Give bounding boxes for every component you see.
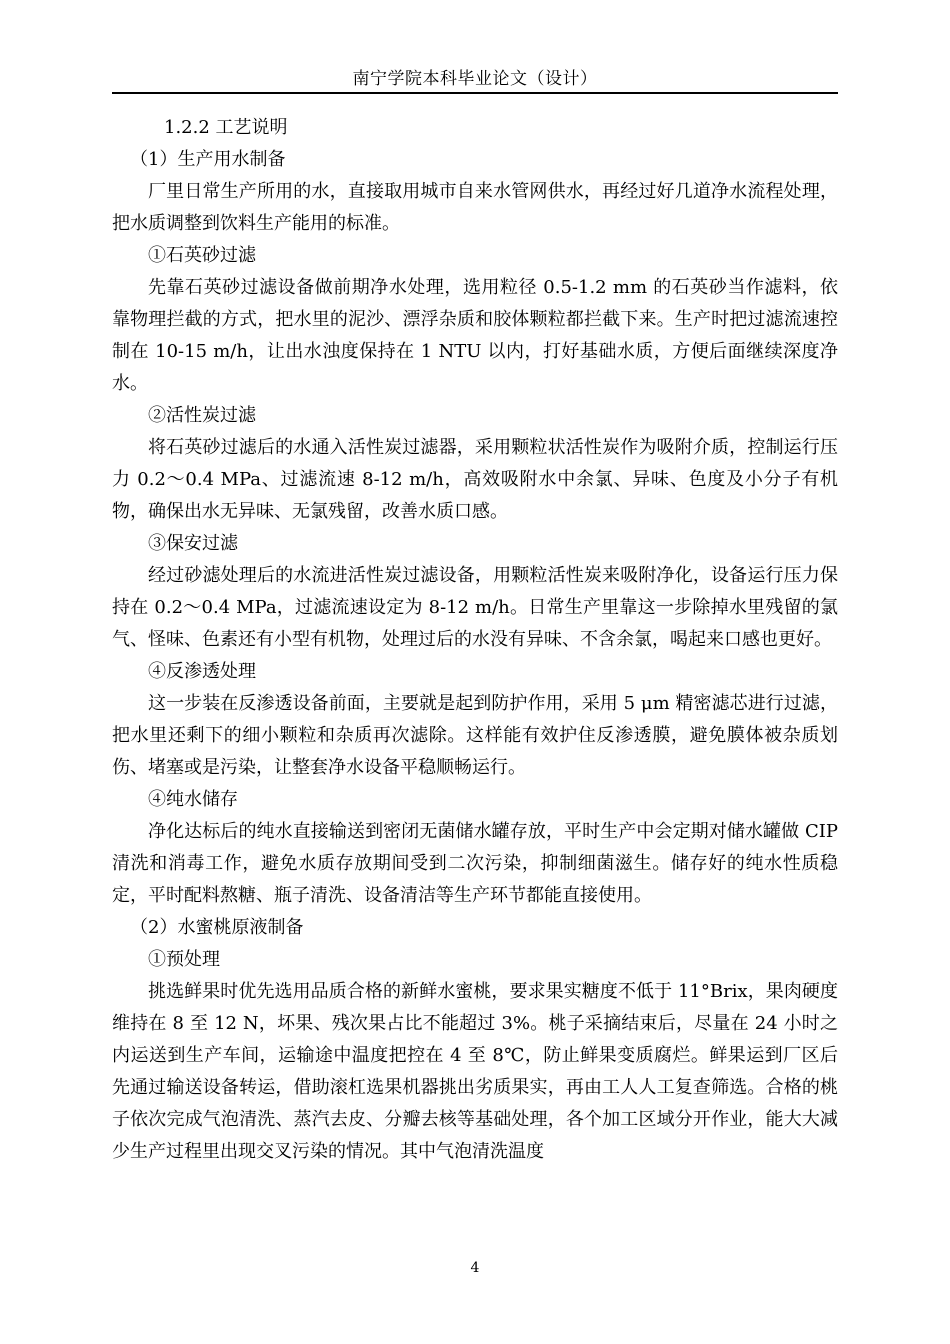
page-header: 南宁学院本科毕业论文（设计） (352, 69, 598, 89)
section-heading: 1.2.2 工艺说明 (164, 117, 288, 138)
subsection-heading: （1）生产用水制备 (130, 149, 286, 170)
paragraph: 经过砂滤处理后的水流进活性炭过滤设备，用颗粒活性炭来吸附净化，设备运行压力保持在 0.2～0.4 MPa，过滤流速设定为 8-12 m/h。日常生产里靠这一步除掉水里残留的氯气、怪味、色素还有小型有机物，处理过后的水没有异味、不含余氯，喝起来口感也更好。 (112, 565, 838, 650)
item-heading: ①预处理 (148, 949, 220, 970)
paragraph: 挑选鲜果时优先选用品质合格的新鲜水蜜桃，要求果实糖度不低于 11°Brix，果肉硬度维持在 8 至 12 N，坏果、残次果占比不能超过 3%。桃子采摘结束后，尽量在 24 小时之内运送到生产车间，运输途中温度把控在 4 至 8℃，防止鲜果变质腐烂。鲜果运到厂区后先通过输送设备转运，借助滚杠选果机器挑出劣质果实，再由工人人工复查筛选。合格的桃子依次完成气泡清洗、蒸汽去皮、分瓣去核等基础处理，各个加工区域分开作业，能大大减少生产过程里出现交叉污染的情况。其中气泡清洗温度 (112, 981, 838, 1162)
subsection-heading: （2）水蜜桃原液制备 (130, 917, 304, 938)
page-number: 4 (470, 1260, 480, 1276)
item-heading: ②活性炭过滤 (148, 405, 256, 426)
item-heading: ④纯水储存 (148, 789, 238, 810)
header-rule (112, 92, 838, 94)
paragraph: 先靠石英砂过滤设备做前期净水处理，选用粒径 0.5-1.2 mm 的石英砂当作滤料，依靠物理拦截的方式，把水里的泥沙、漂浮杂质和胶体颗粒都拦截下来。生产时把过滤流速控制在 10-15 m/h，让出水浊度保持在 1 NTU 以内，打好基础水质，方便后面继续深度净水。 (112, 277, 838, 394)
item-heading: ④反渗透处理 (148, 661, 256, 682)
paragraph: 将石英砂过滤后的水通入活性炭过滤器，采用颗粒状活性炭作为吸附介质，控制运行压力 0.2～0.4 MPa、过滤流速 8-12 m/h，高效吸附水中余氯、异味、色度及小分子有机物，确保出水无异味、无氯残留，改善水质口感。 (112, 437, 838, 522)
paragraph: 这一步装在反渗透设备前面，主要就是起到防护作用，采用 5 μm 精密滤芯进行过滤，把水里还剩下的细小颗粒和杂质再次滤除。这样能有效护住反渗透膜，避免膜体被杂质划伤、堵塞或是污染，让整套净水设备平稳顺畅运行。 (112, 693, 838, 778)
item-heading: ③保安过滤 (148, 533, 238, 554)
paragraph: 厂里日常生产所用的水，直接取用城市自来水管网供水，再经过好几道净水流程处理，把水质调整到饮料生产能用的标准。 (112, 181, 838, 234)
item-heading: ①石英砂过滤 (148, 245, 256, 266)
document-body (112, 112, 838, 1168)
paragraph: 净化达标后的纯水直接输送到密闭无菌储水罐存放，平时生产中会定期对储水罐做 CIP 清洗和消毒工作，避免水质存放期间受到二次污染，抑制细菌滋生。储存好的纯水性质稳定，平时配料熬糖、瓶子清洗、设备清洁等生产环节都能直接使用。 (112, 821, 838, 906)
